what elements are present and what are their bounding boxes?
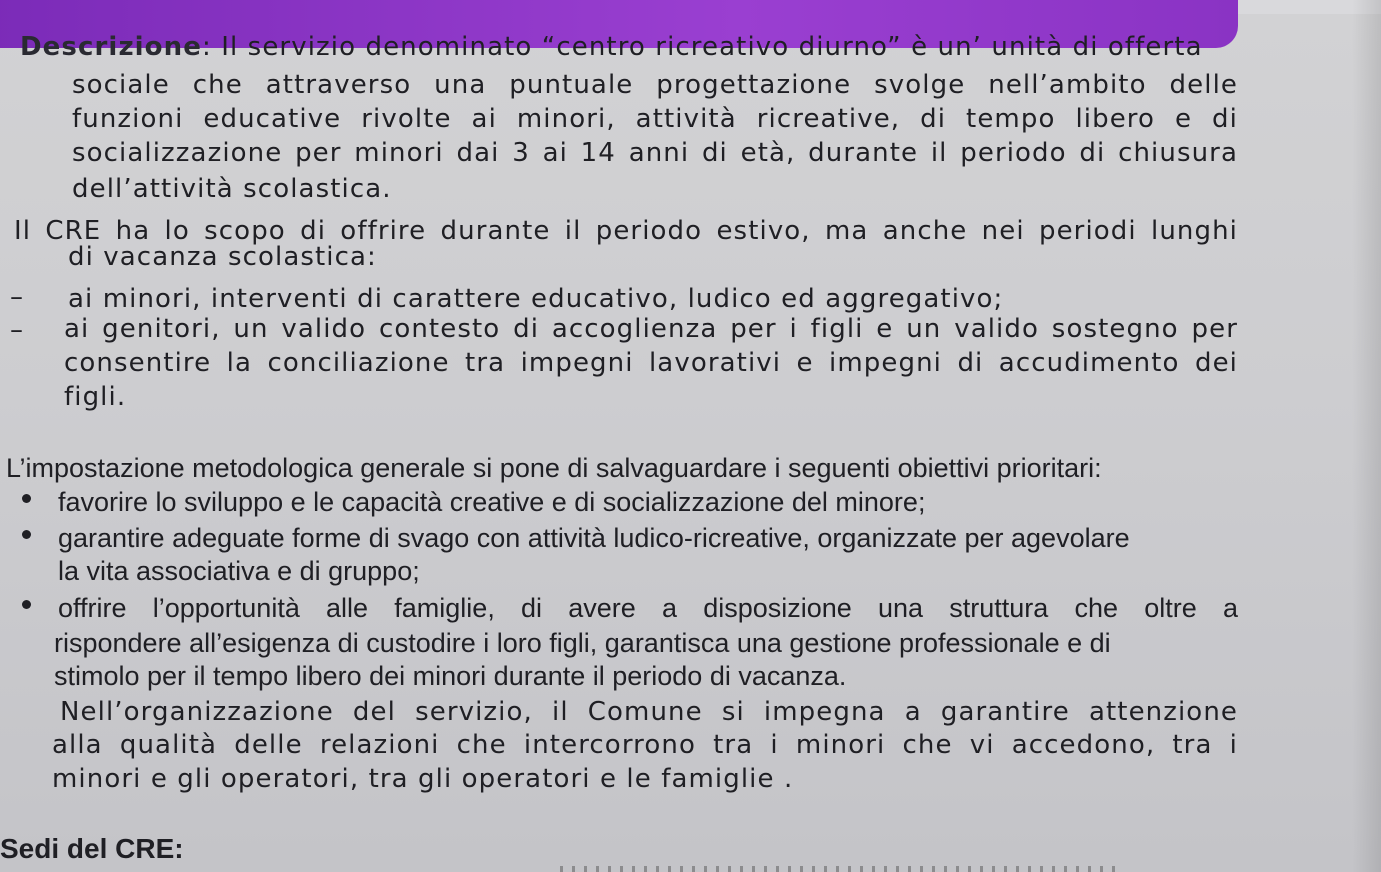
dash-marker: – <box>10 282 23 312</box>
method-item-2-line-2: la vita associativa e di gruppo; <box>58 556 420 586</box>
cut-off-text-fragment <box>560 866 1120 872</box>
organization-line-3: minori e gli operatori, tra gli operatori e le famiglie . <box>52 764 794 794</box>
bullet-marker <box>22 600 31 609</box>
scope-line-2: di vacanza scolastica: <box>68 242 377 272</box>
method-item-3-line-3: stimolo per il tempo libero dei minori durante il periodo di vacanza. <box>54 661 847 691</box>
description-line-3: funzioni educative rivolte ai minori, attività ricreative, di tempo libero e di <box>72 104 1238 134</box>
scope-item-1-line-1: ai minori, interventi di carattere educativo, ludico ed aggregativo; <box>68 284 1004 314</box>
organization-line-1: Nell’organizzazione del servizio, il Comune si impegna a garantire attenzione <box>60 697 1238 727</box>
method-item-1-line-1: favorire lo sviluppo e le capacità creative e di socializzazione del minore; <box>58 487 926 517</box>
scope-item-2-line-2: consentire la conciliazione tra impegni lavorativi e impegni di accudimento dei <box>64 348 1238 378</box>
scope-item-2-line-1: ai genitori, un valido contesto di accoglienza per i figli e un valido sostegno per <box>64 314 1238 344</box>
method-intro: L’impostazione metodologica generale si pone di salvaguardare i seguenti obiettivi prioritari: <box>6 453 1102 483</box>
organization-line-2: alla qualità delle relazioni che intercorrono tra i minori che vi accedono, tra i <box>52 730 1238 760</box>
dash-marker: – <box>10 315 23 345</box>
method-item-3-line-2: rispondere all’esigenza di custodire i loro figli, garantisca una gestione professionale e di <box>54 628 1111 658</box>
bullet-marker <box>22 530 31 539</box>
description-label: Descrizione <box>20 32 202 62</box>
method-item-2-line-1: garantire adeguate forme di svago con attività ludico-ricreative, organizzate per agevolare <box>58 523 1130 553</box>
method-item-3-line-1: offrire l’opportunità alle famiglie, di avere a disposizione una struttura che oltre a <box>58 593 1238 623</box>
locations-heading: Sedi del CRE: <box>0 833 184 864</box>
description-line-1 <box>20 32 1238 62</box>
description-line-4: socializzazione per minori dai 3 ai 14 anni di età, durante il periodo di chiusura <box>72 138 1238 168</box>
description-line-5: dell’attività scolastica. <box>72 174 392 204</box>
scope-line-1: Il CRE ha lo scopo di offrire durante il periodo estivo, ma anche nei periodi lunghi <box>14 216 1238 246</box>
description-text: : Il servizio denominato “centro ricreativo diurno” è un’ unità di offerta <box>202 32 1203 62</box>
scope-item-2-line-3: figli. <box>64 382 127 412</box>
screen-edge-shadow <box>1352 0 1381 872</box>
bullet-marker <box>22 494 31 503</box>
description-line-2: sociale che attraverso una puntuale progettazione svolge nell’ambito delle <box>72 70 1238 100</box>
